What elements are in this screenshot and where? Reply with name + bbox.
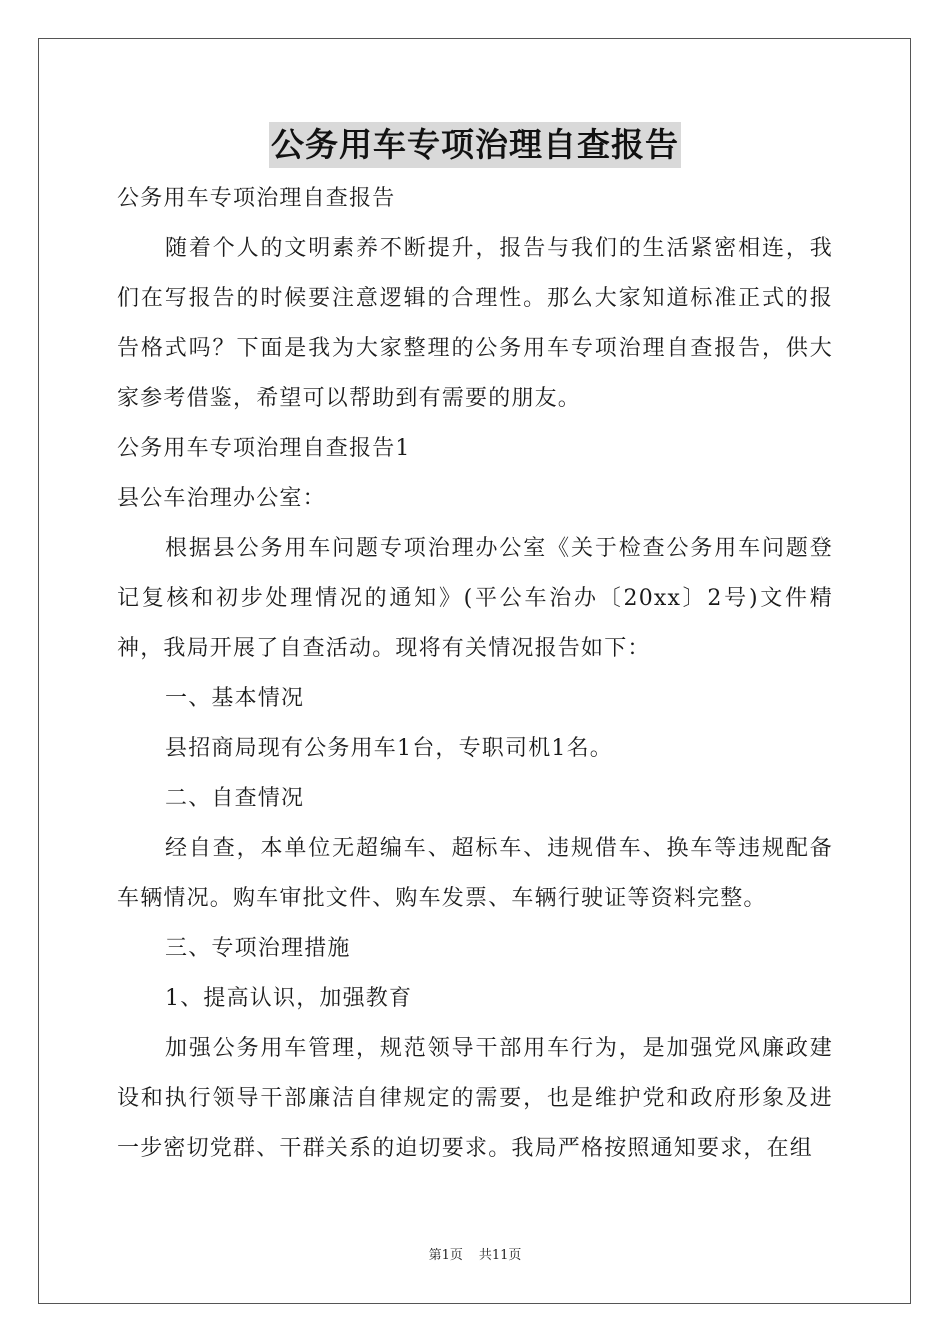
document-body — [117, 174, 833, 1174]
paragraph: 随着个人的文明素养不断提升，报告与我们的生活紧密相连，我们在写报告的时候要注意逻辑的合理性。那么大家知道标准正式的报告格式吗？下面是我为大家整理的公务用车专项治理自查报告，供大家参考借鉴，希望可以帮助到有需要的朋友。 — [117, 236, 833, 411]
page-number: 第1页 — [428, 1248, 463, 1263]
title-container — [0, 122, 950, 168]
paragraph: 公务用车专项治理自查报告 — [117, 186, 396, 211]
paragraph: 根据县公务用车问题专项治理办公室《关于检查公务用车问题登记复核和初步处理情况的通知》(平公车治办〔20xx〕2号)文件精神，我局开展了自查活动。现将有关情况报告如下： — [117, 536, 833, 661]
page-total: 共11页 — [478, 1248, 522, 1263]
section-heading: 二、自查情况 — [165, 786, 305, 811]
paragraph: 加强公务用车管理，规范领导干部用车行为，是加强党风廉政建设和执行领导干部廉洁自律规定的需要，也是维护党和政府形象及进一步密切党群、干群关系的迫切要求。我局严格按照通知要求，在组 — [117, 1036, 833, 1161]
paragraph: 经自查，本单位无超编车、超标车、违规借车、换车等违规配备车辆情况。购车审批文件、购车发票、车辆行驶证等资料完整。 — [117, 836, 833, 911]
subsection-heading: 1、提高认识，加强教育 — [165, 986, 413, 1011]
section-heading: 三、专项治理措施 — [165, 936, 351, 961]
section-heading: 一、基本情况 — [165, 686, 305, 711]
paragraph: 县招商局现有公务用车1台，专职司机1名。 — [165, 736, 613, 761]
paragraph: 县公车治理办公室： — [117, 486, 326, 511]
page-footer — [0, 1246, 950, 1266]
document-title: 公务用车专项治理自查报告 — [269, 122, 681, 168]
paragraph: 公务用车专项治理自查报告1 — [117, 436, 411, 461]
